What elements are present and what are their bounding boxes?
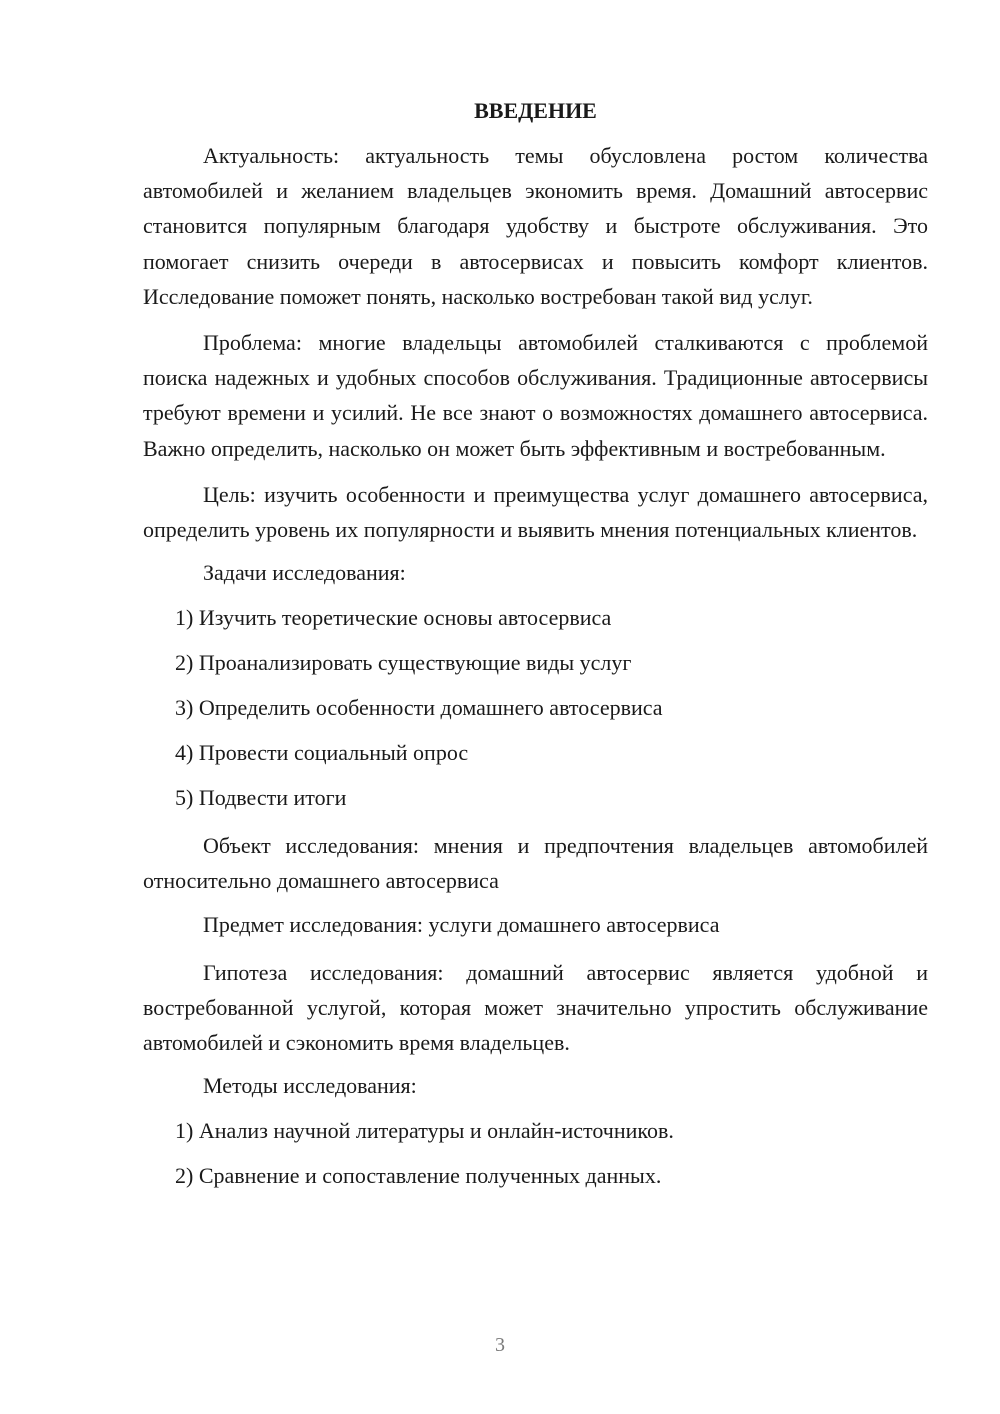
problem-paragraph: Проблема: многие владельцы автомобилей сталкиваются с проблемой поиска надежных и удобных способов обслуживания. Традиционные автосервисы требуют времени и усилий. Не все знают о возможностях домашнего автосервиса. Важно определить, насколько он может быть эффективным и востребованным. xyxy=(143,330,928,461)
tasks-list xyxy=(143,603,928,813)
list-item: 4) Провести социальный опрос xyxy=(175,740,469,766)
goal-paragraph: Цель: изучить особенности и преимущества услуг домашнего автосервиса, определить уровень их популярности и выявить мнения потенциальных клиентов. xyxy=(143,481,928,543)
list-item: 1) Анализ научной литературы и онлайн-источников. xyxy=(175,1118,674,1144)
document-page xyxy=(143,96,928,1206)
document-title: ВВЕДЕНИЕ xyxy=(474,98,597,123)
methods-heading: Методы исследования: xyxy=(203,1073,417,1099)
relevance-paragraph: Актуальность: актуальность темы обусловлена ростом количества автомобилей и желанием владельцев экономить время. Домашний автосервис становится популярным благодаря удобству и быстроте обслуживания. Это помогает снизить очереди в автосервисах и повысить комфорт клиентов. Исследование поможет понять, насколько востребован такой вид услуг. xyxy=(143,143,928,309)
tasks-heading: Задачи исследования: xyxy=(203,560,406,586)
list-item: 1) Изучить теоретические основы автосервиса xyxy=(175,605,612,631)
object-paragraph: Объект исследования: мнения и предпочтения владельцев автомобилей относительно домашнего автосервиса xyxy=(143,833,928,894)
page-number: 3 xyxy=(495,1334,505,1356)
list-item: 3) Определить особенности домашнего автосервиса xyxy=(175,695,663,721)
subject-paragraph: Предмет исследования: услуги домашнего автосервиса xyxy=(203,911,720,937)
list-item: 2) Сравнение и сопоставление полученных данных. xyxy=(175,1163,662,1189)
list-item: 5) Подвести итоги xyxy=(175,785,347,811)
list-item: 2) Проанализировать существующие виды услуг xyxy=(175,650,632,676)
hypothesis-paragraph: Гипотеза исследования: домашний автосервис является удобной и востребованной услугой, которая может значительно упростить обслуживание автомобилей и сэкономить время владельцев. xyxy=(143,959,928,1056)
methods-list xyxy=(143,1116,928,1191)
